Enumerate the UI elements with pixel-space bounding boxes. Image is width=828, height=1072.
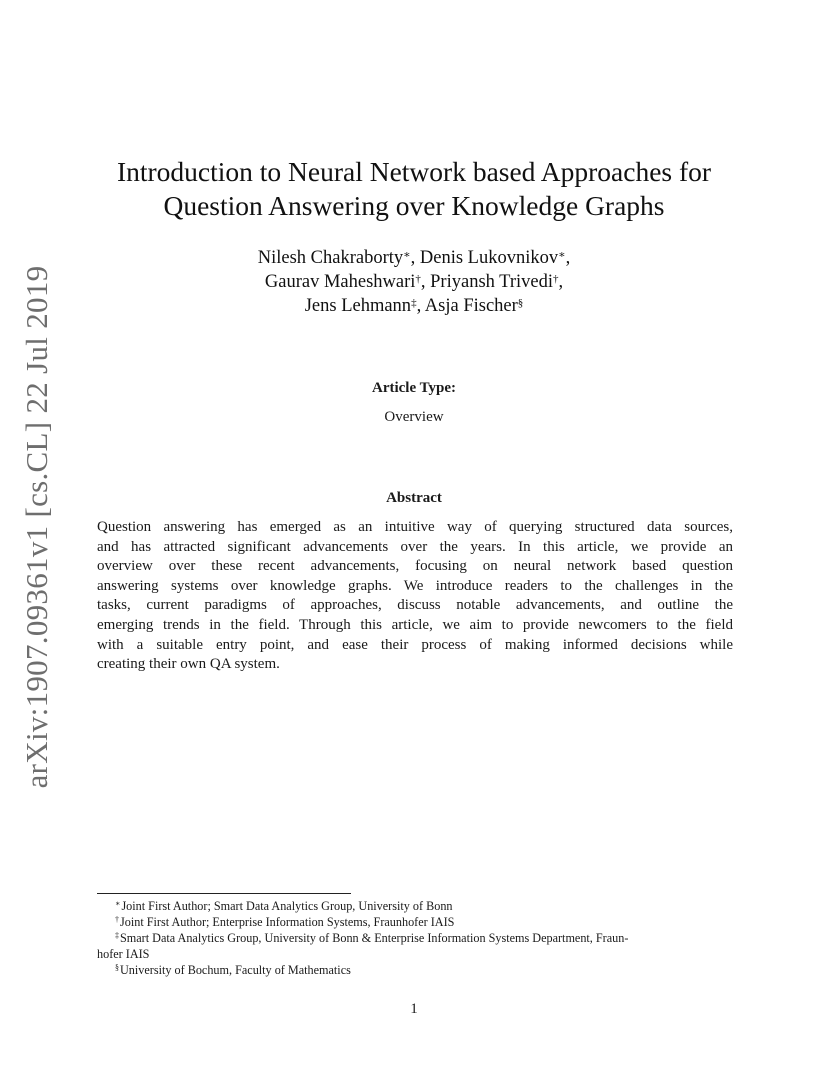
footnote <box>97 962 733 978</box>
arxiv-stamp-text: arXiv:1907.09361v1 [cs.CL] 22 Jul 2019 <box>19 265 54 789</box>
author-name: Jens Lehmann <box>304 296 412 316</box>
abstract-line: and has attracted significant advancements over the years. In this article, we provide an <box>97 538 733 555</box>
footnotes <box>97 898 733 978</box>
abstract-heading: Abstract <box>386 490 442 506</box>
author-mark: ∗ <box>403 249 411 261</box>
title-line-1: Introduction to Neural Network based Approaches for <box>116 156 712 187</box>
author-mark: ‡ <box>411 297 417 309</box>
footnote <box>97 914 733 930</box>
author-name: Nilesh Chakraborty <box>257 248 404 268</box>
abstract-line: emerging trends in the field. Through this article, we aim to provide newcomers to the field <box>97 616 733 633</box>
footnote <box>97 898 733 914</box>
abstract-line: creating their own QA system. <box>97 656 280 673</box>
author-list <box>0 246 828 318</box>
abstract-body <box>97 518 733 675</box>
author-line-3: Jens Lehmann‡, Asja Fischer§ <box>304 296 524 316</box>
author-name: Priyansh Trivedi <box>430 272 553 292</box>
footnote-text: Joint First Author; Smart Data Analytics Group, University of Bonn <box>121 899 453 913</box>
footnote-mark: † <box>115 915 119 924</box>
abstract-line: tasks, current paradigms of approaches, discuss notable advancements, and outline the <box>97 597 733 614</box>
footnote-mark: § <box>115 963 119 972</box>
author-line-2: Gaurav Maheshwari†, Priyansh Trivedi†, <box>264 272 564 292</box>
footnote-text: Joint First Author; Enterprise Information Systems, Fraunhofer IAIS <box>120 915 455 929</box>
footnote-text: Smart Data Analytics Group, University of Bonn & Enterprise Information Systems Department, Fraun- <box>120 931 629 945</box>
footnote <box>97 930 733 946</box>
footnote-rule <box>97 893 351 894</box>
author-mark: § <box>517 297 524 309</box>
footnote-mark: ∗ <box>115 899 121 908</box>
abstract-line: with a suitable entry point, and ease their process of making informed decisions while <box>97 636 733 653</box>
author-name: Gaurav Maheshwari <box>264 272 416 292</box>
paper-title <box>0 155 828 223</box>
author-mark: † <box>552 273 559 285</box>
author-name: Asja Fischer <box>424 296 518 316</box>
abstract-line: answering systems over knowledge graphs. We introduce readers to the challenges in the <box>97 577 733 594</box>
author-mark: ∗ <box>558 249 566 261</box>
page-number: 1 <box>410 1001 418 1017</box>
title-line-2: Question Answering over Knowledge Graphs <box>163 190 665 221</box>
article-type-value: Overview <box>384 409 444 425</box>
footnote-text: University of Bochum, Faculty of Mathematics <box>120 963 351 977</box>
abstract-line: Question answering has emerged as an intuitive way of querying structured data sources, <box>97 519 733 535</box>
author-name: Denis Lukovnikov <box>419 248 559 268</box>
footnote-continuation: hofer IAIS <box>97 947 150 961</box>
footnote-mark: ‡ <box>115 931 119 940</box>
author-line-1: Nilesh Chakraborty∗, Denis Lukovnikov∗, <box>257 248 571 268</box>
abstract-line: overview over these recent advancements, focusing on neural network based question <box>97 558 733 575</box>
article-type-heading: Article Type: <box>371 380 456 396</box>
author-mark: † <box>415 273 421 285</box>
